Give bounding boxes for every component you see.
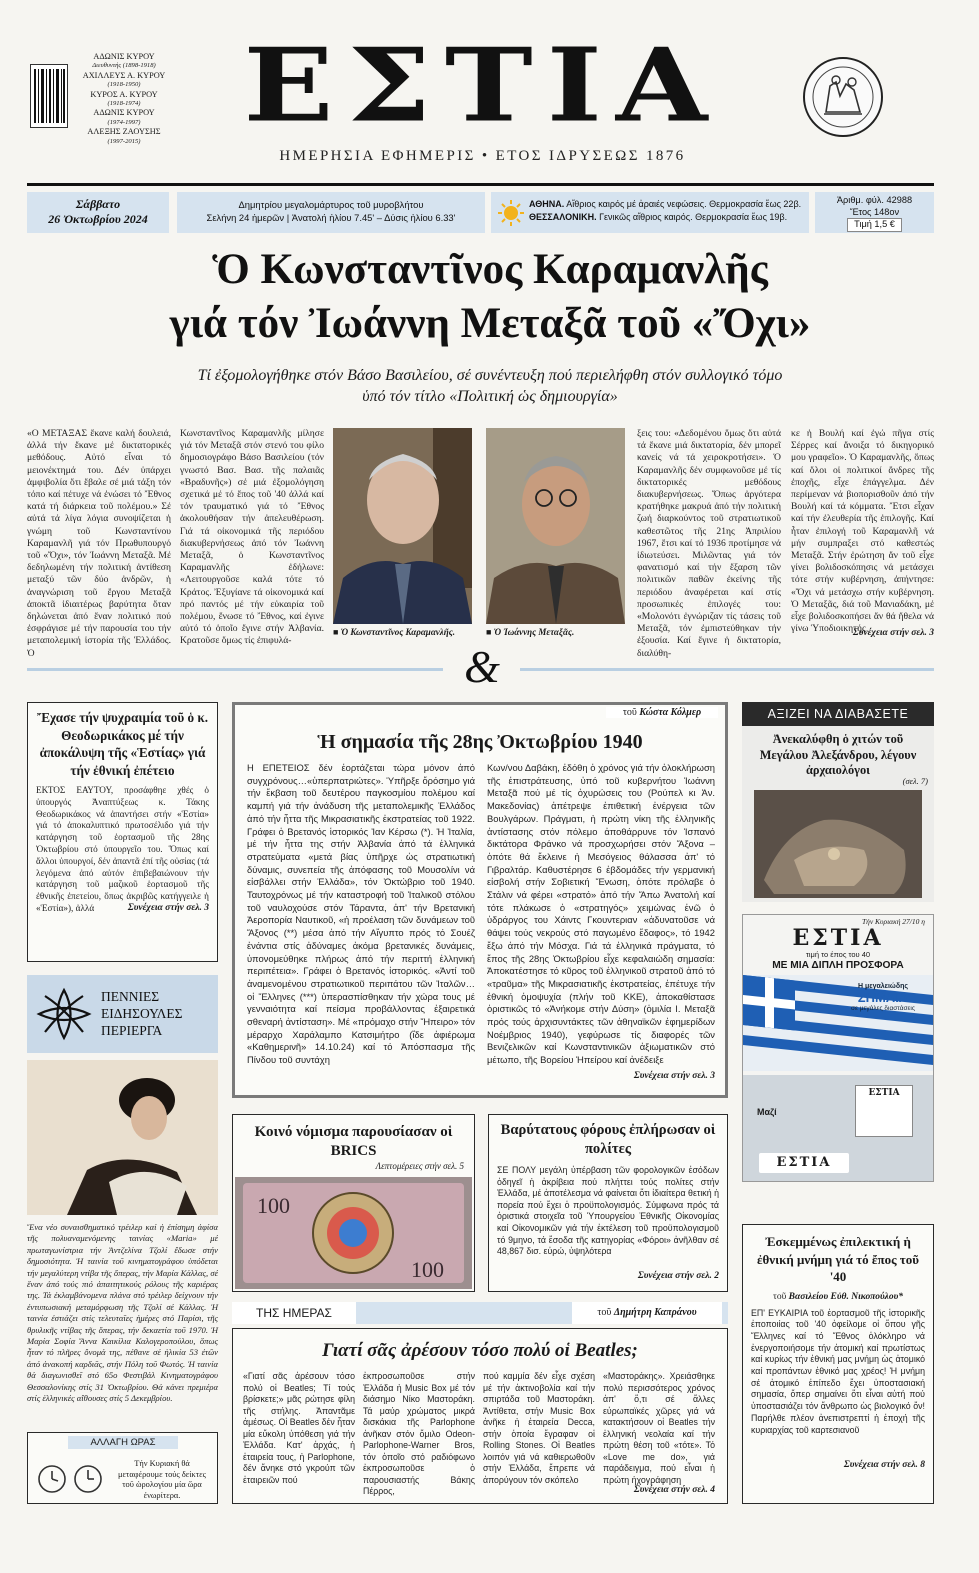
- theodorikakos-headline: Ἔχασε τήν ψυχραιμία τοῦ ὁ κ. Θεοδωρικάκος μέ τήν ἀποκάλυψη τῆς «Ἑστίας» γιά τήν ἐθνική ἐπέτειο: [36, 710, 209, 778]
- brics-headline: Κοινό νόμισμα παρουσίασαν οἱ BRICS: [254, 1124, 453, 1159]
- clock-box: [27, 1432, 218, 1504]
- sun-label: Σελήνη 24 ἡμερῶν | Ἀνατολή ἡλίου 7.45' – Δύσις ἡλίου 6.33': [206, 212, 456, 223]
- founder-3-years: (1974-1997): [107, 118, 141, 126]
- lead-column-1: «Ο ΜΕΤΑΞΑΣ ἔκανε καλή δουλειά, ἀλλά τήν ἔκανε μέ δικτατορικές μεθόδους. Αὐτό εἶναι τό μειονέκτημά του. Δέν ὑπάρχει ἀμφιβολία ὅτι ἔβαλε σέ μιά τάξη τόν τόπο καί πέτυχε νά ἐνώσει τό Ἔθνος κατά τή διάρκεια τοῦ πολέμου.» Σέ αὐτά τά λίγα λόγια συνοψίζεται ἡ γνώμη τοῦ Κωνσταντίνου Καραμανλῆ γιά τόν Πρωθυπουργό τοῦ «Ὄχι», τόν Ἰωάννη Μεταξᾶ. Μέ δεδηλωμένη τήν πολιτική ἀντίθεση μεταξύ τῶν δύο ἀνδρῶν, ἡ ἀναγνώριση τοῦ ἔργου Μεταξᾶ ἀποκτᾶ ἰδιαιτέρως βαρύτητα ὅταν δηλώνεται ἀπό ἕναν πολιτικό πού ἐσφράγισε μέ τήν παρουσία του τήν μεταπολεμική ἱστορία τῆς Ἑλλάδος. Ὁ: [27, 428, 171, 659]
- beatles-column-4: «Μαστοράκης». Χρειάσθηκε πολύ περισσότερος χρόνος ἀπ' ὅ,τι σέ ἄλλες εὐρωπαϊκές χῶρες γιά νά κατακτήσουν οἱ Beatles τήν ἑλληνική νεολαία καί τήν πρώτη θέση τοῦ «τότε». Τό «Love me do», γιά παράδειγμα, πού εἶναι ἡ πρώτη ἠχογράφηση: [603, 1371, 715, 1485]
- tunic-photo-icon: [754, 790, 922, 898]
- brics-box: [232, 1114, 475, 1292]
- brics-sub: Λεπτομέρειες στήν σελ. 5: [375, 1161, 464, 1171]
- founder-2-name: ΚΥΡΟΣ Α. ΚΥΡΟΥ: [90, 89, 158, 99]
- oxi-column-1: Η ΕΠΕΤΕΙΟΣ δέν ἑορτάζεται τώρα μόνον ἀπό συγχρόνους…«ὑπερπατριώτες». Ὑπῆρξε ὄρόσημο γιά τήν ἔκβαση τοῦ δευτέρου παγκοσμίου πολέμου καί καμπή γιά τήν ἀνάδυση τῆς μεταπολεμικῆς Ἑλλάδος ἀπό τήν ἧττα τῆς Μικρασιατικῆς ἐκστρατείας τοῦ 1922. Γράφει ὁ Βρετανός ἱστορικός Ἰαν Κέρσω (*). Ἡ Ἰταλία, μέ τήν ἧττα της στήν Ἀλβανία ἀπό τά ἑλληνικά στρατεύματα «μετά βίας ὑπῆρχε ὡς στρατιωτική δύναμις, συνεπεία τῆς ἀπόφασης τοῦ Μουσολίνι νά εἰσβάλλει στήν Ἑλλάδα», τόν Ὀκτώβριο τοῦ 1940. Ταυτοχρόνως μέ τήν καταστροφή τοῦ Ἰταλικοῦ στόλου τοῦ ναυλοχούσε στόν Τάραντα, ἀπ' τήν Βρετανική Ἀεροπορία Ναυτικοῦ, «ἡ προέλαση τῶν δυνάμεων τοῦ Ἄξονος (**) μέσα ἀπό τήν Αἴγυπτο πρός τό Σουέζ ἐνάντια στίς ἀδύναμες ἀκόμα βρετανικές δυνάμεις, ὑπονομεύθηκε πλήρως ἀπό τήν περιττή ἑλληνική περιπέτεια». Γράφει ὁ Βρετανός ἱστορικός. «Ἀντί τοῦ ἀναμενομένου στρατιωτικοῦ περιπάτου τῶν Ἰταλῶν… οἱ Ἕλληνες (***) ὑπερασπίσθηκαν τήν χώρα τους μέ γενναιότητα καί πείσμα προβάλλοντας ἐξαιρετικά σθεναρή ἀντίσταση». Μέ «πρόμαχο στήν Ἤπειρο» τόν μέραρχο Χαράλαμπο Κατσιμήτρο (ἴδε ἀφιέρωμα «Καθημερινῆ» 14.10.24) καί τό Ἀπόσπασμα τῆς Πίνδου τοῦ συντάχη: [247, 762, 475, 1066]
- caption-metaxas: ■ Ὁ Ἰωάννης Μεταξᾶς.: [486, 627, 575, 637]
- promo-box: [742, 914, 934, 1182]
- lead-deck-2: ὑπό τόν τίτλο «Πολιτική ὡς δημιουργία»: [362, 388, 618, 405]
- barcode-icon: [31, 65, 67, 127]
- memory-headline: Ἐσκεμμένως ἐπιλεκτική ἡ ἐθνική μνήμη γιά τό ἔπος τοῦ '40: [756, 1234, 920, 1284]
- taxes-continued: Συνέχεια στήν σελ. 2: [637, 1271, 719, 1281]
- oxi-byline: [606, 707, 718, 718]
- taxes-headline: Βαρύτατους φόρους ἐπλήρωσαν οἱ πολίτες: [500, 1122, 716, 1157]
- ornament-icon: [33, 984, 95, 1044]
- divider-line-right: [520, 668, 934, 671]
- lead-headline-2: γιά τόν Ἰωάννη Μεταξᾶ τοῦ «Ὄχι»: [169, 300, 811, 347]
- karamanlis-portrait-icon: [333, 428, 472, 624]
- issue-box: [815, 192, 934, 233]
- memory-body: ΕΠ' ΕΥΚΑΙΡΙΑ τοῦ ἑορτασμοῦ τῆς ἱστορικῆς ἐποποιίας τοῦ '40 ὀφείλομε οἱ ὅπου γῆς Ἕλληνες καί τό Ἔθνος ὁλόκληρο νά ἐνεργοποιήσομε τήν ἀτομική καί πρωτίστως καί κυρίως τήν ἐθνική μας μνήμη ὡς ἀτομικό καί προπάντων ἐθνικό μας χρέος! Ἡ μνήμη σέ ἀτομικό ἐπίπεδο ἔχει ὑποστασιακή σημασία, ὅπερ σημαίνει ὅτι εἶναι αὐτή πού ὑποστασιάζει τόν ἄνθρωπο ὡς βιολογικό ὄν! Παρήλθε πλέον ἀνεπιστρεπτί ἡ ἐποχή τῆς κυριαρχίας τοῦ καρτεσιανοῦ: [751, 1307, 925, 1435]
- oxi-byline-prefix: τοῦ: [622, 707, 640, 718]
- promo-bottom-logo: ΕΣΤΙΑ: [759, 1153, 849, 1173]
- founder-0-name: ΑΔΩΝΙΣ ΚΥΡΟΥ: [93, 52, 155, 61]
- caption-karamanlis-text: Ὁ Κωνσταντῖνος Καραμανλῆς.: [340, 627, 455, 637]
- lead-continued: Συνέχεια στήν σελ. 3: [852, 628, 934, 638]
- theodorikakos-body: ΕΚΤΟΣ ΕΑΥΤΟΥ, προσάφθηε χθές ὁ ὑπουργός Ἀναπτύξεως κ. Τάκης Θεοδωρικάκος νά ἀπαντήσει στήν «Ἑστία» γιά τό ἀποκαλυπτικό πρωτοσέλιδο γιά τήν κατάργηση τοῦ ἑορτασμοῦ τῆς 28ης Ὀκτωβρίου στό ὑπουργεῖο του. Ὅπως καί ἄλλοι ὑπουργοί, δέν ἀπαντᾶ ἐπί τῆς οὐσίας (τά λεγόμενα ἀπό αὐτόν ἐπιβεβαιώνουν τήν κατάργηση τοῦ μαζικοῦ ἑορτασμοῦ τῆς ἐθνικῆς ἐπετείου, ὅπως ἀκριβῶς κατήγγειλε ἡ «Ἑστία»), ἀλλά: [36, 785, 209, 913]
- founder-4-name: ΑΛΕΞΗΣ ΖΑΟΥΣΗΣ: [87, 127, 161, 137]
- date-label: 26 Ὀκτωβρίου 2024: [48, 212, 148, 226]
- beatles-column-3: πού καμμία δέν εἶχε σχέση μέ τήν ἀκτινοβολία καί τήν σπιρτάδα τοῦ Μαστοράκη. Ἀντίθετα, στήν Music Box ἀνῆκε ἡ ἑταιρεία Decca, στήν ὁποία ἔγραφαν οἱ Rolling Stones. Οἱ Beatles λοιπόν γιά νά καθιερωθοῦν στήν Ἑλλάδα, ἔπρεπε νά ἀπορύγουν τόν σκόπελο: [483, 1371, 595, 1485]
- promo-logo: ΕΣΤΙΑ: [792, 925, 884, 951]
- pennies-banner: [27, 975, 218, 1053]
- pennies-line-3: ΠΕΡΙΕΡΓΑ: [101, 1023, 163, 1038]
- lead-column-3: ξεις του: «Δεδομένου ὅμως ὅτι αὐτά τά ἔκανε μιά δικτατορία, δέν μπορεῖ κανείς νά τά χειροκροτήσει». Ὁ Καραμανλῆς δέν συμφωνοῦσε μέ τίς δικτατορικές μεθόδους διακυβερνήσεως. Ὅπως ἀργότερα κρατήθηκε μακρυά ἀπό τήν πολιτική ζωή διαρκούντος τοῦ στρατιωτικοῦ καθεστῶτος τῆς 21ης Ἀπριλίου 1967, ἔτσι καί τό 1936 προτίμησε νά ἰδιωτεύσει. Μιλῶντας γιά τόν φανατισμό καί τήν ἔξαρση τῶν πολιτικῶν παθῶν ἐκείνης τῆς περιόδου ἀναφέρεται καί στίς προσωπικές ἐπιλογές του: «Μολονότι ἐγνώριζαν τίς τάσεις τοῦ Μεταξᾶ, τόν ἐμπιστεύθηκαν τήν ἐξουσία. Καί ἔγινε ἡ δικτατορία, διαλύθη-: [637, 428, 781, 659]
- memory-box: [742, 1224, 934, 1504]
- beatles-headline: Γιατί σᾶς ἀρέσουν τόσο πολύ οἱ Beatles;: [322, 1340, 638, 1361]
- promo-logo-small: ΕΣΤΙΑ: [868, 1088, 900, 1098]
- theodorikakos-continued: Συνέχεια στήν σελ. 3: [127, 903, 209, 913]
- issue-year: Ἔτος 148ον: [849, 206, 900, 217]
- masthead-subtitle: ΗΜΕΡΗΣΙΑ ΕΦΗΜΕΡΙΣ • ΕΤΟΣ ΙΔΡΥΣΕΩΣ 1876: [279, 148, 686, 164]
- sun-icon: [498, 200, 524, 226]
- axizei-headline: Ἀνεκαλύφθη ὁ χιτών τοῦ Μεγάλου Ἀλεξάνδρου, λέγουν ἀρχαιολόγοι: [759, 732, 917, 777]
- photo-metaxas: [486, 428, 625, 624]
- maria-body: Ἕνα νέο συναισθηματικό τρέιλερ καί ἡ ἐπίσημη ἀφίσα τῆς πολυαναμενόμενης ταινίας «Maria» μέ πρωταγωνίστρια τήν Ἀντζελίνα Τζολί ἔδωσε στήν δημοσιότητα. Ἡ ταινία τοῦ κινηματογράφου ὑπόδεται τήν μεγαλύτερη ντίβα τῆς ὄπερας, τήν Μαρία Κάλλας, σέ ἕναν ἀπό τούς πιό ἀπαιτητικούς ρόλους τῆς καριέρας της. Τά ἐκλαμβάνομενα πλάνα στό τρέιλερ δείχνουν τήν ἐντυπωσιακή μεταμόρφωση τῆς Τζολί σέ Κάλλας. Ἡ ταινία ἐστιάζει στίς τελευταῖες ἡμέρες στό Παρίσι, τῆς θρυλικῆς ντίβας τῆς ὄπερας, τήν δεκαετία τοῦ 1970. Ἡ Μαρία Σοφία Ἄννα Καικίλια Καλογεροπούλου, ὅπως ἦταν τό πλῆρες ὄνομά της, πέθανε σέ ἡλικία 53 ἐτῶν ἀπό ἀνακοπή καρδιᾶς, στήν Πόλη τοῦ Φωτός. Ἡ ταινία θά διαγωνισθεῖ στό 65ο Φεστιβάλ Κινηματογράφου Θεσσαλονίκης στίς 31 Ὀκτωβρίου. Θά κάνει πρεμιέρα στίς ἑλληνικές αἴθουσες στίς 5 Δεκεμβρίου.: [27, 1222, 218, 1404]
- promo-flag-line-2: ΣΗΜΑΙΑ: [857, 990, 909, 1005]
- clock-body: Τήν Κυριακή θά μεταφέρουμε τούς δείκτες τοῦ ὡρολογίου μία ὥρα ἐνωρίτερα.: [118, 1459, 206, 1500]
- founder-2-years: (1918-1974): [107, 100, 141, 108]
- taxes-box: [488, 1114, 728, 1292]
- axizei-label: ΑΞΙΖΕΙ ΝΑ ΔΙΑΒΑΣΕΤΕ: [742, 702, 934, 726]
- founder-4-years: (1997-2015): [107, 137, 141, 145]
- weather-box: [491, 192, 809, 233]
- lead-deck-1: Τί ἐξομολογήθηκε στόν Βάσο Βασιλείου, σέ συνέντευξη πού περιελήφθη στόν συλλογικό τόμο: [197, 367, 783, 384]
- promo-bottom-panel: [743, 1075, 933, 1181]
- oxi-continued: Συνέχεια στήν σελ. 3: [633, 1071, 715, 1081]
- axizei-box: [742, 726, 934, 902]
- founder-1-name: ΑΧΙΛΛΕΥΣ Α. ΚΥΡΟΥ: [82, 70, 166, 80]
- masthead-rule: [27, 183, 934, 186]
- founder-3-name: ΑΔΩΝΙΣ ΚΥΡΟΥ: [93, 108, 155, 118]
- divider-line-left: [27, 668, 443, 671]
- promo-flag-line-3: σε μεγάλες διαστάσεις: [850, 1005, 915, 1012]
- beatles-column-1: «Γιατί σᾶς ἀρέσουν τόσο πολύ οἱ Beatles; Τί τούς βρίσκετε;» μᾶς ρώτησε φίλη τῆς στήλης. Ἀπαντᾶμε ἀμέσως. Οἱ Beatles δέν ἦταν μία εὔκολη ὑπόθεση γιά τήν Ἑλλάδα. Κατ' ἀρχάς, ἡ ἑταιρεία τους, ἡ Parlophone, δέν ἄνηκε στό γκρούπ τῶν ἑταιρειῶν πού: [243, 1371, 355, 1485]
- clock-title: ΑΛΛΑΓΗ ΩΡΑΣ: [68, 1436, 178, 1449]
- weather-thess: Γενικῶς αἴθριος καιρός. Θερμοκρασία ἕως 19β.: [596, 212, 788, 222]
- beatles-continued: Συνέχεια στήν σελ. 4: [633, 1485, 715, 1495]
- weather-thess-label: ΘΕΣΣΑΛΟΝΙΚΗ.: [529, 212, 597, 222]
- lead-column-2: Κωνσταντῖνος Καραμανλῆς μίλησε γιά τόν Μεταξᾶ στόν στενό του φίλο δημοσιογράφο Βάσο Βασιλείου (τόν γνωστό Βασ. Βασ. τῆς παλαιᾶς «Βραδυνῆς») σέ μιά ἐξομολόγηση σχετικά μέ τό ἔπος τοῦ '40 ἀλλά καί τόν τραυματικό γιά τό Ἔθνος ἀκολουθήσαν τήν ἀπελευθέρωση. Γιά τά οἰκονομικά τῆς περιόδου διακυβερνήσεως ἀπό τόν Ἰωάννη Μεταξᾶ, ὁ Κωνσταντῖνος Καραμανλῆς ἐδήλωνε: «Λειτουργοῦσε καλά τότε τό Κράτος. Ἐξυγίανε τά οἰκονομικά καί πρό παντός μέ τήν εὐκαιρία τοῦ πολέμου, ἕνωσε τό Ἔθνος, καί ἐγινε αὐτό τό ὁποῖο ἔγινε στήν Ἀλβανία. Κρατοῦσε ὅμως τίς ἐπιφυλά-: [180, 428, 324, 647]
- lead-headline-1: Ὁ Κωνσταντῖνος Καραμανλῆς: [212, 246, 768, 293]
- founders-list: [74, 52, 174, 146]
- taxes-body: ΣΕ ΠΟΛΥ μεγάλη ὑπέρβαση τῶν φορολογικῶν ἐσόδων ὁδηγεῖ ἡ ἀκρίβεια πού πλήττει τούς πολίτες στήν Ἑλλάδα, μέ ἀποτέλεσμα νά φαίνεται ὅτι ἰδιαίτερα θετική ἡ πορεία πού ἔχει ὁ προϋπολογισμός. Σύμφωνα πρός τά ὁριστικά στοιχεῖα τοῦ Ὑπουργείου Ἐθνικῆς Οἰκονομίας καί Οἰκονομικῶν γιά τήν ἐκτέλεση τοῦ προϋπολογισμοῦ τό 9μηνο, τά ἔσοδα τῆς κατηγορίας «Φόροι» ἀνῆλθαν σέ 48,867 δισ. εὐρώ, ὑψηλότερα: [497, 1165, 719, 1257]
- oxi-headline: Ἡ σημασία τῆς 28ης Ὀκτωβρίου 1940: [317, 731, 643, 753]
- masthead-title: ΕΣΤΙΑ: [243, 24, 722, 145]
- oxi-byline-name: Κώστα Κόλμερ: [639, 707, 702, 718]
- promo-top: Τήν Κυριακή 27/10 η: [861, 917, 925, 926]
- founder-0-years: Διευθυντής (1898-1918): [92, 62, 156, 70]
- date-box: [27, 192, 169, 233]
- tis-imeras-byline-prefix: τοῦ: [597, 1307, 614, 1318]
- feast-label: Δημητρίου μεγαλομάρτυρος τοῦ μυροβλήτου: [238, 199, 424, 210]
- caption-metaxas-text: Ὁ Ἰωάννης Μεταξᾶς.: [493, 627, 575, 637]
- seal-emblem: [802, 56, 884, 138]
- alarm-clocks-icon: [36, 1457, 106, 1497]
- caption-karamanlis: ■ Ὁ Κωνσταντῖνος Καραμανλῆς.: [333, 627, 455, 637]
- theodorikakos-box: [27, 702, 218, 962]
- promo-mazi: Μαζί: [757, 1107, 777, 1117]
- feast-box: [177, 192, 485, 233]
- svg-text:100: 100: [257, 1193, 290, 1218]
- oxi-article-box: [232, 702, 728, 1098]
- promo-sub: τιμή το έπος του 40: [805, 950, 871, 959]
- memory-byline: [751, 1292, 925, 1302]
- barcode: [30, 64, 68, 128]
- oxi-column-2: Κων/νου Δαβάκη, ἐδόθη ὁ χρόνος γιά τήν ὁλοκλήρωση τῆς ἐπιστράτευσης, ὑπό τοῦ κυβερνήτου Ἰωάννη Μεταξᾶ πού μέ τίς ὀχυρώσεις του (Ρούπελ κι Ἀν. Μακεδονίας) ἀπέτρεψε ἐπιθετική ἐνέργεια τῶν Βουλγάρων. Πράγματι, ἡ πρώτη νίκη τῆς ἑλληνικῆς ἀντίστασης στόν πόλεμο ἀποθάρρυνε τόν Ἰσπανό δικτάτορα Φράνκο νά προσχωρήσει στόν Ἄξονα –ὁπότε θά ἔκλεινε ἡ Μεσόγειος θάλασσα ἀπ' τό Γιβραλτάρ. Καθυστέρησε 6 ἑβδομάδες τήν γερμανική εἰσβολή στήν Σοβιετική Ἕνωση, ὁπότε πρόλαβε ὁ Στάλιν νά φέρει «στρατό» ἀπό τήν Ἄπω Ἀνατολή καί τότε πλάκωσε ὁ «στρατηγός» χειμώνας ἐνῶ ὁ ὑδράργος του Χάιντς Γκουντεριαν «ἀδυνατοῦσε νά θάψει τούς νεκρούς στό παγωμένο ἔδαφος», τό 1942 ἔξω ἀπό τήν Μόσχα. Γιά τά ἑλληνικά πράγματα, τό ἔπος τῆς 28ης Ὀκτωβρίου εἶχε κεφαλαιώδη σημασία: Ἀποκατέστησε τό κῦρος τοῦ ἑλληνικοῦ στρατοῦ ἀπό τό «τραῦμα» τῆς Μικρασιατικῆς ἐκστρατείας, ἐπέτυχε τήν ἐθνική ὁμοψυχία (πλήν τοῦ ΚΚΕ), ἀποκαθίστασε ὁριστικῶς τό «Ἀνήκομε στήν Δύση» (ὁμιλία Ι. Μεταξᾶ πρός τούς ἀρχισυντάκτες τῶν ἀθηναϊκῶν ἐφημερίδων Νοέμβριος 1940), γεφύρωσε τίς διαφορές τῶν Βενιζελικῶν καί Κωνσταντινικῶν ἀξιωματικῶν στό μέτωπο, τῆς Βορείου Ἠπείρου καί ἀνέδειξε: [487, 762, 715, 1066]
- tis-imeras-byline: [572, 1302, 722, 1324]
- tis-imeras-bar: [232, 1302, 728, 1324]
- lead-column-4: κε ἡ Βουλή καί ἐγώ πῆγα στίς Σέρρες καί ἄνοιξα τό δικηγορικό μου γραφεῖο». Ὁ Καραμανλῆς, ὅπως καί ὅλοι οἱ πολιτικοί ἄνδρες τῆς ἐποχῆς, εἶχε ἐπάγγελμα. Δέν περίμεναν νά βιοπορισθοῦν ἀπό τήν Βουλή καί τά κόμματα. Ἔτσι εἶχαν καί τήν ἐλευθερία τῆς ἐπιλογῆς. Καί ἦταν ἐπιλογή τοῦ Καραμανλῆ νά μήν συμπραξει στό καθεστώς Μεταξᾶ. Στήν ἐρώτηση ἄν τοῦ εἶχε γίνει βολιδοσκόπησις νά μετάσχει τότε στήν κυβέρνηση, ἀπήντησε: «Ὄχι νά μετάσχω στήν κυβέρνηση. Ὁ Μεταξᾶς, διά τοῦ Μανιαδάκη, μέ εἶχε βολιδοσκοπήσει ἄν θά ἤθελα νά γίνω Ὑποδιοικητής: [791, 428, 934, 635]
- maria-callas-image-icon: [27, 1060, 218, 1215]
- founder-1-years: (1918-1950): [107, 81, 141, 89]
- metaxas-portrait-icon: [486, 428, 625, 624]
- beatles-box: [232, 1328, 728, 1504]
- tis-imeras-label: ΤΗΣ ΗΜΕΡΑΣ: [232, 1302, 356, 1324]
- pennies-line-1: ΠΕΝΝΙΕΣ: [101, 989, 160, 1004]
- maria-photo: [27, 1060, 218, 1215]
- pennies-line-2: ΕΙΔΗΣΟΥΛΕΣ: [101, 1006, 183, 1021]
- promo-mini-paper: [855, 1085, 913, 1137]
- weather-athens-label: ΑΘΗΝΑ.: [529, 199, 565, 209]
- memory-byline-prefix: τοῦ: [773, 1291, 789, 1302]
- seal-icon: [802, 56, 884, 138]
- memory-continued: Συνέχεια στήν σελ. 8: [843, 1459, 925, 1470]
- promo-flag-text: [835, 983, 931, 1012]
- tis-imeras-byline-name: Δημήτρη Καπράνου: [613, 1307, 697, 1318]
- svg-text:100: 100: [411, 1257, 444, 1282]
- photo-karamanlis: [333, 428, 472, 624]
- brics-banknote-icon: [235, 1177, 472, 1289]
- price-badge: Τιμή 1,5 €: [847, 218, 902, 232]
- issue-number: Ἀριθμ. φύλ. 42988: [836, 195, 913, 205]
- promo-flag-line-1: Η μεγαλειώδης: [857, 983, 909, 990]
- beatles-column-2: ἐκπροσωποῦσε στήν Ἑλλάδα ἡ Music Box μέ τόν διάσημο Νίκο Μαστοράκη. Τά μαύρ χρώματος μικρά δισκάκια τῆς Parlophone ἀνῆκαν στόν ὅμιλο Odeon-Parlophone-Warner Bros, τόν ὁποῖο στό ραδιόφωνο ἐκπροσωποῦσε ὁ παρουσιαστής Βάκης Πέρρος,: [363, 1371, 475, 1496]
- ampersand: &: [464, 641, 500, 692]
- weather-athens: Αἴθριος καιρός μέ ἀραιές νεφώσεις. Θερμοκρασία ἕως 22β.: [564, 199, 802, 209]
- promo-big: ΜΕ ΜΙΑ ΔΙΠΛΗ ΠΡΟΣΦΟΡΑ: [772, 960, 904, 971]
- memory-byline-name: Βασιλείου Εὐθ. Νικοπούλου*: [788, 1291, 903, 1302]
- day-label: Σάββατο: [75, 197, 121, 211]
- axizei-ref: (σελ. 7): [902, 776, 928, 786]
